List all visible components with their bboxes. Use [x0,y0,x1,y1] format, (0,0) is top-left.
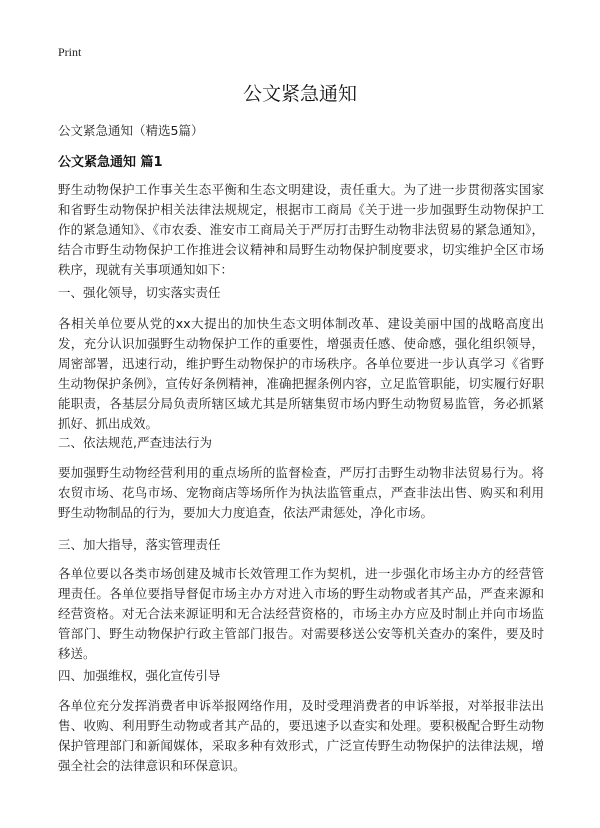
section-3-body-block [58,564,544,664]
intro-block [58,180,544,280]
section-paragraph: 要加强野生动物经营利用的重点场所的监督检查，严厉打击野生动物非法贸易行为。将农贸市场、花鸟市场、宠物商店等场所作为执法监管重点，严查非法出售、购买和利用野生动物制品的行为，要加大力度追查，依法严肃惩处，净化市场。 [58,465,544,520]
section-title: 三、加大指导，落实管理责任 [58,537,221,552]
section-title: 二、依法规范,严查违法行为 [58,435,212,450]
section-title: 一、强化领导，切实落实责任 [58,285,221,300]
section-1-title-block [58,283,544,301]
section-4-title-block [58,666,544,684]
page-title: 公文紧急通知 [242,83,357,105]
section-paragraph: 各相关单位要从党的xx大提出的加快生态文明体制改革、建设美丽中国的战略高度出发，充分认识加强野生动物保护工作的重要性，增强责任感、使命感，强化组织领导，周密部署，迅速行动，维护野生动物保护的市场秩序。各单位要进一步认真学习《省野生动物保护条例》，宣传好条例精神，准确把握条例内容，立足监管职能，切实履行好职能职责，各基层分局负责所辖区域尤其是所辖集贸市场内野生动物贸易监管，务必抓紧抓好、抓出成效。 [58,316,544,431]
section-4-body-block [58,696,544,776]
section-paragraph: 各单位充分发挥消费者申诉举报网络作用，及时受理消费者的申诉举报，对举报非法出售、收购、利用野生动物或者其产品的，要迅速予以查实和处理。要积极配合野生动物保护管理部门和新闻媒体，采取多种有效形式，广泛宣传野生动物保护的法律法规，增强全社会的法律意识和环保意识。 [58,698,544,773]
section-3-title-block [58,535,544,553]
section-paragraph: 各单位要以各类市场创建及城市长效管理工作为契机，进一步强化市场主办方的经营管理责任。各单位要指导督促市场主办方对进入市场的野生动物或者其产品，严查来源和经营资格。对无合法来源证明和无合法经营资格的，市场主办方应及时制止并向市场监管部门、野生动物保护行政主管部门报告。对需要移送公安等机关查办的案件，要及时移送。 [58,566,544,661]
print-link[interactable]: Print [58,45,82,59]
intro-paragraph: 野生动物保护工作事关生态平衡和生态文明建设，责任重大。为了进一步贯彻落实国家和省野生动物保护相关法律法规规定，根据市工商局《关于进一步加强野生动物保护工作的紧急通知》、《市农委、淮安市工商局关于严厉打击野生动物非法贸易的紧急通知》，结合市野生动物保护工作推进会议精神和局野生动物保护制度要求，切实维护全区市场秩序，现就有关事项通知如下： [58,182,544,277]
article-heading: 公文紧急通知 篇1 [58,155,163,170]
document-subtitle: 公文紧急通知（精选5篇） [58,123,204,138]
section-1-body-block [58,314,544,434]
section-title: 四、加强维权，强化宣传引导 [58,668,221,683]
section-2-body-block [58,463,544,523]
section-2-title-block [58,433,544,451]
